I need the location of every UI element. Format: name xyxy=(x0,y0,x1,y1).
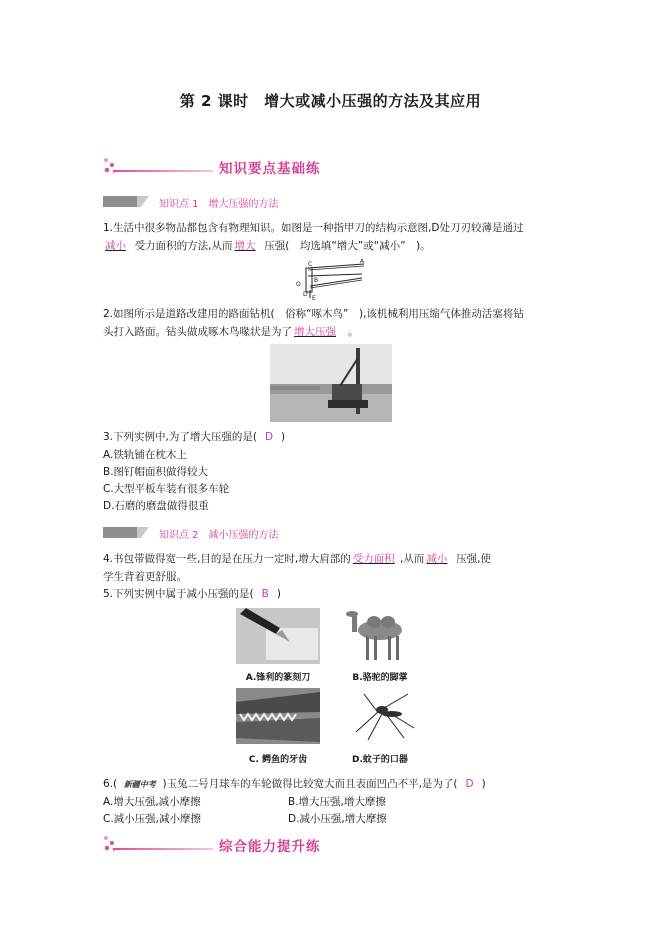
q3-stem-text: 3.下列实例中,为了增大压强的是( xyxy=(103,431,257,443)
q1-line2 xyxy=(103,239,431,253)
carving-knife-image xyxy=(236,608,320,664)
kp-title xyxy=(159,195,279,210)
caption-a: A.锋利的篆刻刀 xyxy=(245,673,311,683)
nail-clipper-figure xyxy=(288,256,368,302)
kp-tag-dark xyxy=(103,196,137,207)
label-d: D xyxy=(303,291,308,298)
road-drill-photo xyxy=(270,344,392,422)
mosquito-image xyxy=(338,688,422,744)
q6-option-b: B.增大压强,增大摩擦 xyxy=(288,796,386,808)
q3-stem xyxy=(103,430,285,444)
q2-answer: 增大压强 xyxy=(294,326,336,338)
caption-b: B.骆驼的脚掌 xyxy=(352,673,408,683)
q3-option-c: C.大型平板车装有很多车轮 xyxy=(103,483,230,495)
caption-c: C. 鳄鱼的牙齿 xyxy=(248,755,308,765)
section-header-basic xyxy=(103,156,543,176)
camel-image xyxy=(338,608,422,664)
q5-answer: B xyxy=(261,588,269,600)
q6-answer: D xyxy=(465,778,474,790)
page-title: 第 2 课时 增大或减小压强的方法及其应用 xyxy=(179,92,482,110)
q5-close: ) xyxy=(276,588,281,600)
section-title: 综合能力提升练 xyxy=(219,839,321,855)
q1-answer-1: 减小 xyxy=(105,240,126,252)
q1-text-mid2: 压强( 均选填“增大”或“减小” )。 xyxy=(264,240,431,252)
q3-close: ) xyxy=(281,431,286,443)
kp-tag-dark xyxy=(103,527,137,538)
q6-option-c: C.减小压强,减小摩擦 xyxy=(103,813,202,825)
kp-heading: 增大压强的方法 xyxy=(208,199,279,210)
q6-close: ) xyxy=(481,778,486,790)
q2-text-b: 。 xyxy=(348,326,359,338)
q4-line1 xyxy=(103,552,491,566)
q1-answer-2: 增大 xyxy=(234,240,256,252)
q4-text-c: 压强,使 xyxy=(456,553,491,565)
kp-label: 知识点 1 xyxy=(159,199,199,210)
q3-option-d: D.石磨的磨盘做得很重 xyxy=(103,500,209,512)
q2-line2 xyxy=(103,325,359,339)
section-underline xyxy=(113,848,213,850)
q3-option-a: A.铁轨铺在枕木上 xyxy=(103,449,187,461)
kp-heading: 减小压强的方法 xyxy=(208,530,279,541)
label-e: E xyxy=(312,295,316,302)
q6-number: 6.( xyxy=(103,778,118,790)
caption-d: D.蚊子的口器 xyxy=(352,755,408,765)
q6-stem xyxy=(103,777,486,792)
section-underline xyxy=(113,170,213,172)
knowledge-point-1 xyxy=(103,195,403,209)
kp-label: 知识点 2 xyxy=(159,530,199,541)
q4-line2: 学生背着更舒服。 xyxy=(103,571,187,583)
dots-decoration-icon xyxy=(103,834,117,854)
section-header-advanced xyxy=(103,834,543,854)
q5-stem xyxy=(103,587,281,601)
dots-decoration-icon xyxy=(103,156,117,176)
q4-text-a: 4.书包带做得宽一些,目的是在压力一定时,增大肩部的 xyxy=(103,553,351,565)
q3-option-b: B.图钉帽面积做得较大 xyxy=(103,466,209,478)
q4-text-b: ,从而 xyxy=(400,553,425,565)
q4-answer-2: 减小 xyxy=(426,553,448,565)
kp-title xyxy=(159,526,279,541)
q4-answer-1: 受力面积 xyxy=(352,553,395,565)
label-a: A xyxy=(360,258,365,265)
q1-text-mid1: 受力面积的方法,从而 xyxy=(134,240,233,252)
q6-option-d: D.减小压强,增大摩擦 xyxy=(288,813,387,825)
crocodile-teeth-image xyxy=(236,688,320,744)
q3-answer: D xyxy=(264,431,274,443)
q6-stem-text: )玉兔二号月球车的车轮做得比较宽大而且表面凹凸不平,是为了( xyxy=(162,778,458,790)
label-c: C xyxy=(308,261,313,268)
section-title: 知识要点基础练 xyxy=(219,161,321,177)
q2-text-a: 头打入路面。钻头做成啄木鸟喙状是为了 xyxy=(103,326,292,338)
label-b: B xyxy=(314,277,319,284)
q6-option-a: A.增大压强,减小摩擦 xyxy=(103,796,201,808)
q6-source-tag: 新疆中考 xyxy=(123,780,156,789)
knowledge-point-2 xyxy=(103,526,403,540)
label-o: O xyxy=(296,281,301,288)
q5-stem-text: 5.下列实例中属于减小压强的是( xyxy=(103,588,254,600)
q2-line1: 2.如图所示是道路改建用的路面钻机( 俗称“啄木鸟” ),该机械利用压缩气体推动活塞将钻 xyxy=(103,308,524,320)
q1-line1: 1.生活中很多物品都包含有物理知识。如图是一种指甲刀的结构示意图,D处刀刃较薄是通过 xyxy=(103,222,524,234)
